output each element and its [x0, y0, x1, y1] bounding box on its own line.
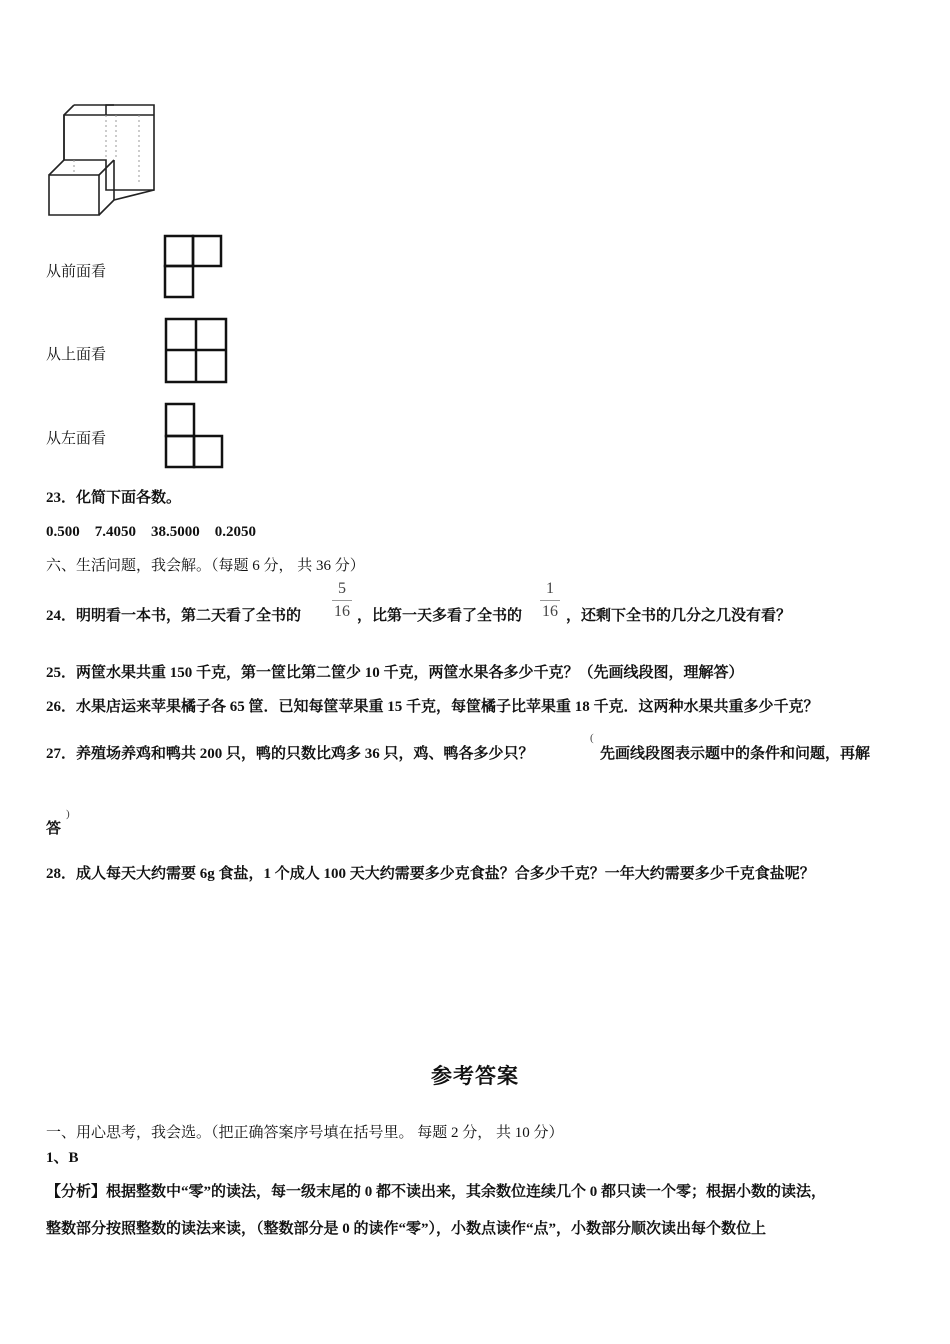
question-28: 28．成人每天大约需要 6g 食盐，1 个成人 100 天大约需要多少克食盐？合多少千克？一年大约需要多少千克食盐呢？ — [46, 866, 815, 882]
answer-1: 1、B — [46, 1150, 79, 1166]
front-view-figure — [162, 233, 227, 301]
section-6-heading: 六、生活问题，我会解。（每题 6 分， 共 36 分） — [46, 558, 365, 574]
question-27-note: 先画线段图表示题中的条件和问题，再解 — [600, 746, 871, 762]
fraction-denominator: 16 — [334, 603, 350, 620]
question-24-part1: 24．明明看一本书，第二天看了全书的 — [46, 608, 302, 624]
answers-section-1-heading: 一、用心思考，我会选。（把正确答案序号填在括号里。 每题 2 分， 共 10 分） — [46, 1125, 564, 1141]
question-24-part2: ，比第一天多看了全书的 — [357, 608, 523, 624]
question-23-numbers: 0.500 7.4050 38.5000 0.2050 — [46, 524, 257, 540]
fraction-numerator: 1 — [546, 580, 554, 597]
answers-title: 参考答案 — [431, 1064, 519, 1088]
answer-analysis-line-2: 整数部分按照整数的读法来读，（整数部分是 0 的读作“零”），小数点读作“点”，小数部分顺次读出每个数位上 — [46, 1221, 767, 1237]
question-23: 23．化简下面各数。 — [46, 490, 182, 506]
answer-analysis-line-1: 【分析】根据整数中“零”的读法，每一级末尾的 0 都不读出来，其余数位连续几个 0 都只读一个零；根据小数的读法， — [46, 1184, 827, 1200]
top-view-figure — [162, 316, 230, 386]
view-label-front: 从前面看 — [46, 264, 107, 280]
question-25: 25．两筐水果共重 150 千克，第一筐比第二筐少 10 千克，两筐水果各多少千克？（先画线段图，理解答） — [46, 665, 744, 681]
view-label-top: 从上面看 — [46, 347, 107, 363]
question-27-end: 答 — [46, 821, 62, 837]
question-27: 27．养殖场养鸡和鸭共 200 只，鸭的只数比鸡多 36 只，鸡、鸭各多少只？ — [46, 746, 534, 762]
fraction-numerator: 5 — [338, 580, 346, 597]
fraction-denominator: 16 — [542, 603, 558, 620]
fraction-5-16 — [332, 580, 352, 621]
question-24-part3: ，还剩下全书的几分之几没有看？ — [566, 608, 792, 624]
question-27-open-paren: ( — [590, 732, 594, 744]
question-26: 26．水果店运来苹果橘子各 65 筐．已知每筐苹果重 15 千克，每筐橘子比苹果重 18 千克．这两种水果共重多少千克？ — [46, 699, 819, 715]
cube-figure — [44, 100, 159, 220]
fraction-1-16 — [540, 580, 560, 621]
question-27-close-paren: ) — [66, 808, 70, 820]
left-view-figure — [162, 401, 227, 471]
view-label-left: 从左面看 — [46, 431, 107, 447]
